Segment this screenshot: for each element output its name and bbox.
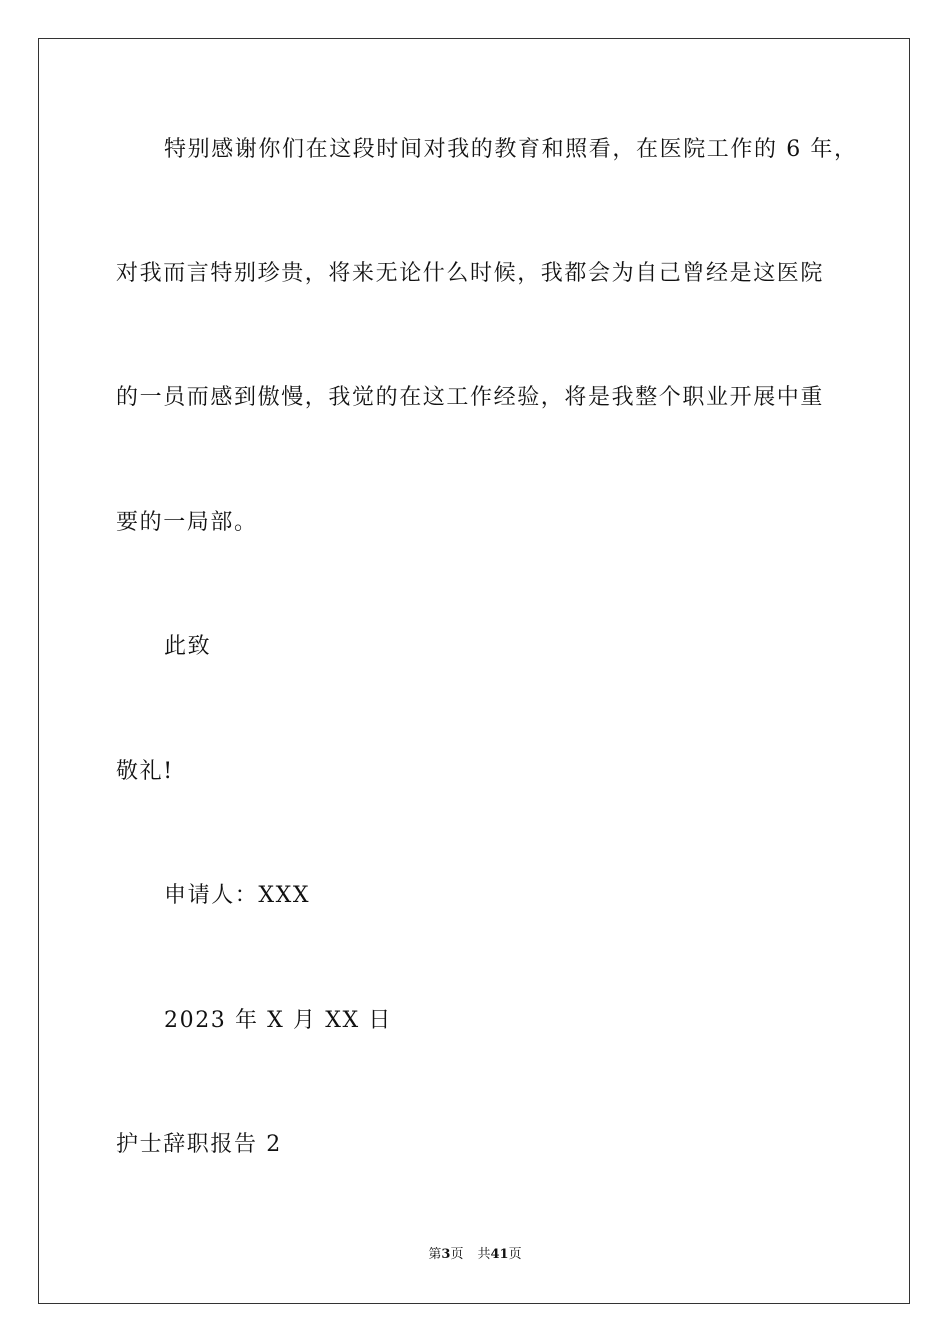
footer-total-pages: 41 — [490, 1247, 509, 1262]
footer-total-suffix: 页 — [508, 1247, 522, 1262]
paragraph-line-3: 的一员而感到傲慢，我觉的在这工作经验，将是我整个职业开展中重 — [116, 385, 825, 410]
paragraph-line-2: 对我而言特别珍贵，将来无论什么时候，我都会为自己曾经是这医院 — [116, 261, 825, 286]
footer-page-number: 3 — [441, 1247, 451, 1262]
closing-text: 此致 — [164, 634, 212, 659]
footer-total-prefix: 共 — [477, 1247, 491, 1262]
footer-page-prefix: 第 — [428, 1247, 442, 1262]
page-border — [38, 38, 910, 1304]
footer-page-suffix: 页 — [450, 1247, 464, 1262]
salutation-text: 敬礼! — [116, 759, 174, 784]
signature-text: 申请人：XXX — [164, 883, 311, 908]
page-footer — [0, 1246, 950, 1264]
paragraph-line-1: 特别感谢你们在这段时间对我的教育和照看，在医院工作的 6 年， — [164, 137, 858, 162]
paragraph-line-4: 要的一局部。 — [116, 510, 258, 535]
date-text: 2023 年 X 月 XX 日 — [164, 1008, 392, 1033]
next-section-title: 护士辞职报告 2 — [116, 1132, 282, 1157]
